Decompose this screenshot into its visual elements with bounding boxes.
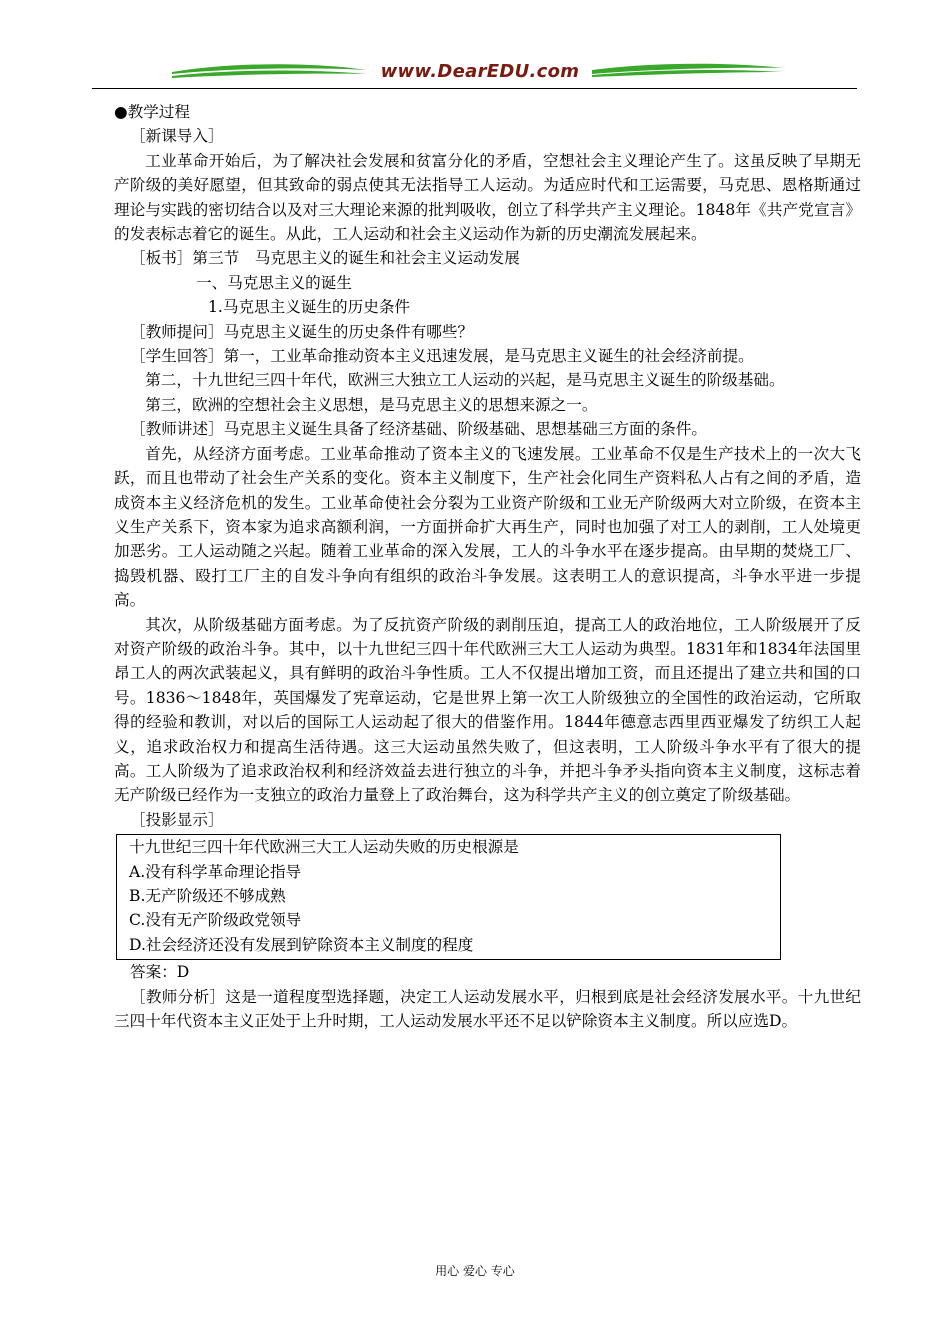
student-answer-1: ［学生回答］第一，工业革命推动资本主义迅速发展，是马克思主义诞生的社会经济前提。 — [130, 347, 754, 366]
logo-text: www.DearEDU.com — [380, 61, 580, 82]
paragraph-economic: 首先，从经济方面考虑。工业革命推动了资本主义的飞速发展。工业革命不仅是生产技术上的一次大飞跃，而且也带动了社会生产关系的变化。资本主义制度下，生产社会化同生产资料私人占有之间的矛盾，造成资本主义经济危机的发生。工业革命使社会分裂为工业资产阶级和工业无产阶级两大对立阶级，在资本主义生产关系下，资本家为追求高额利润，一方面拼命扩大再生产，同时也加强了对工人的剥削，工人处境更加恶劣。工人运动随之兴起。随着工业革命的深入发展，工人的斗争水平在逐步提高。由早期的焚烧工厂、捣毁机器、殴打工厂主的自发斗争向有组织的政治斗争发展。这表明工人的意识提高，斗争水平进一步提高。 — [114, 444, 861, 610]
student-answer-3: 第三，欧洲的空想社会主义思想，是马克思主义的思想来源之一。 — [145, 395, 598, 414]
teacher-lecture: ［教师讲述］马克思主义诞生具备了经济基础、阶级基础、思想基础三方面的条件。 — [130, 420, 707, 439]
intro-label: ［新课导入］ — [130, 127, 224, 146]
teacher-question: ［教师提问］马克思主义诞生的历史条件有哪些？ — [130, 322, 474, 341]
question-box — [116, 834, 781, 960]
header-rule — [92, 88, 857, 89]
intro-paragraph: 工业革命开始后，为了解决社会发展和贫富分化的矛盾，空想社会主义理论产生了。这虽反映了早期无产阶级的美好愿望，但其致命的弱点使其无法指导工人运动。为适应时代和工运需要，马克思、恩格斯通过理论与实践的密切结合以及对三大理论来源的批判吸收，创立了科学共产主义理论。1848年《共产党宣言》的发表标志着它的诞生。从此，工人运动和社会主义运动作为新的历史潮流发展起来。 — [114, 151, 861, 244]
site-logo — [172, 58, 782, 86]
teacher-analysis — [114, 985, 861, 1034]
board-title: ［板书］第三节 马克思主义的诞生和社会主义运动发展 — [130, 249, 520, 268]
student-answer-2: 第二，十九世纪三四十年代，欧洲三大独立工人运动的兴起，是马克思主义诞生的阶级基础。 — [145, 371, 785, 390]
page-footer: 用心 爱心 专心 — [435, 1264, 515, 1278]
section-heading: ●教学过程 — [114, 103, 190, 121]
paragraph-class: 其次，从阶级基础方面考虑。为了反抗资产阶级的剥削压迫，提高工人的政治地位，工人阶级展开了反对资产阶级的政治斗争。其中，以十九世纪三四十年代欧洲三大工人运动为典型。1831年和1834年法国里昂工人的两次武装起义，具有鲜明的政治斗争性质。工人不仅提出增加工资，而且还提出了建立共和国的口号。1836～1848年，英国爆发了宪章运动，它是世界上第一次工人阶级独立的全国性的政治运动，它所取得的经验和教训，对以后的国际工人运动起了很大的借鉴作用。1844年德意志西里西亚爆发了纺织工人起义，追求政治权力和提高生活待遇。这三大运动虽然失败了，但这表明，工人阶级斗争水平有了很大的提高。工人阶级为了追求政治权利和经济效益去进行独立的斗争，并把斗争矛头指向资本主义制度，这标志着无产阶级已经作为一支独立的政治力量登上了政治舞台，这为科学共产主义的创立奠定了阶级基础。 — [114, 615, 861, 805]
projection-label: ［投影显示］ — [130, 810, 224, 829]
subheading-1: 一、马克思主义的诞生 — [196, 273, 352, 292]
question-option: D.社会经济还没有发展到铲除资本主义制度的程度 — [129, 935, 474, 954]
teacher-analysis-text: ［教师分析］这是一道程度型选择题，决定工人运动发展水平，归根到底是社会经济发展水平。十九世纪三四十年代资本主义正处于上升时期，工人运动发展水平还不足以铲除资本主义制度。所以应选D。 — [114, 987, 861, 1031]
question-option: A.没有科学革命理论指导 — [129, 862, 302, 881]
question-option: B.无产阶级还不够成熟 — [129, 887, 286, 905]
subheading-2: 1.马克思主义诞生的历史条件 — [208, 298, 411, 317]
answer: 答案：D — [130, 963, 190, 982]
question-stem: 十九世纪三四十年代欧洲三大工人运动失败的历史根源是 — [129, 838, 519, 857]
question-option: C.没有无产阶级政党领导 — [129, 911, 302, 930]
document-body — [114, 100, 861, 1033]
